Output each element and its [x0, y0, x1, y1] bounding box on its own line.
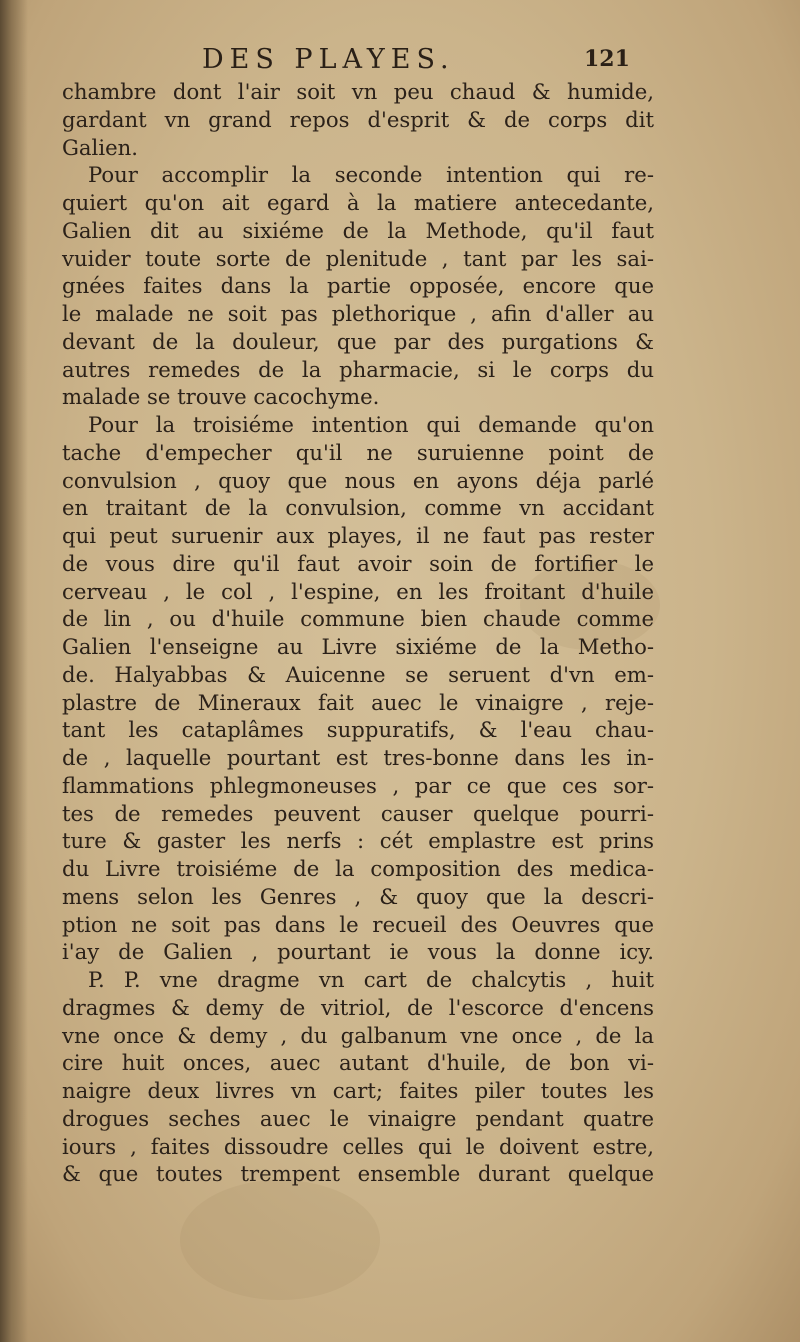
text-line: gnées faites dans la partie opposée, encore que — [62, 273, 654, 299]
text-line: Galien. — [62, 134, 139, 160]
text-line: tant les cataplâmes suppuratifs, & l'eau chau- — [62, 717, 654, 743]
text-line: tes de remedes peuvent causer quelque pourri- — [62, 800, 654, 826]
text-line: Galien dit au sixiéme de la Methode, qu'il faut — [62, 217, 654, 243]
text-line: gardant vn grand repos d'esprit & de corps dit — [62, 106, 654, 132]
text-line: ption ne soit pas dans le recueil des Oeuvres que — [62, 911, 654, 937]
text-line: Galien l'enseigne au Livre sixiéme de la Metho- — [62, 634, 654, 659]
text-line: mens selon les Genres , & quoy que la descri- — [62, 883, 654, 909]
text-line: cerveau , le col , l'espine, en les froitant d'huile — [62, 578, 654, 604]
text-line: de lin , ou d'huile commune bien chaude comme — [62, 606, 654, 632]
running-title: DES PLAYES. — [202, 44, 455, 75]
text-line: du Livre troisiéme de la composition des medica- — [62, 856, 654, 881]
text-line: & que toutes trempent ensemble durant quelque — [62, 1161, 654, 1187]
text-line: Pour la troisiéme intention qui demande qu'on — [88, 412, 654, 437]
text-line: malade se trouve cacochyme. — [62, 384, 380, 410]
text-line: vuider toute sorte de plenitude , tant par les sai- — [62, 245, 654, 271]
text-line: de. Halyabbas & Auicenne se seruent d'vn em- — [62, 661, 654, 687]
body-text — [62, 78, 654, 1188]
text-line: drogues seches auec le vinaigre pendant quatre — [62, 1105, 654, 1131]
binding-gutter — [0, 0, 28, 1342]
text-line: plastre de Mineraux fait auec le vinaigre , reje- — [62, 689, 654, 715]
text-line: flammations phlegmoneuses , par ce que ces sor- — [62, 772, 654, 798]
text-line: vne once & demy , du galbanum vne once , de la — [62, 1022, 654, 1048]
text-line: convulsion , quoy que nous en ayons déja parlé — [62, 467, 654, 493]
page-number: 121 — [584, 46, 630, 72]
text-line: dragmes & demy de vitriol, de l'escorce d'encens — [62, 994, 654, 1020]
text-line: chambre dont l'air soit vn peu chaud & humide, — [62, 79, 654, 104]
text-line: ture & gaster les nerfs : cét emplastre est prins — [62, 828, 654, 854]
text-line: P. P. vne dragme vn cart de chalcytis , huit — [88, 967, 654, 992]
text-line: Pour accomplir la seconde intention qui re- — [88, 162, 654, 188]
text-line: iours , faites dissoudre celles qui le doivent estre, — [62, 1133, 654, 1159]
text-line: devant de la douleur, que par des purgations & — [62, 328, 654, 354]
text-line: le malade ne soit pas plethorique , afin d'aller au — [62, 301, 654, 326]
text-line: de vous dire qu'il faut avoir soin de fortifier le — [62, 550, 654, 576]
text-line: qui peut suruenir aux playes, il ne faut pas rester — [62, 523, 654, 548]
text-line: i'ay de Galien , pourtant ie vous la donne icy. — [62, 939, 654, 965]
text-line: quiert qu'on ait egard à la matiere antecedante, — [62, 190, 654, 215]
text-line: autres remedes de la pharmacie, si le corps du — [62, 356, 654, 382]
text-line: de , laquelle pourtant est tres-bonne dans les in- — [62, 745, 654, 770]
text-line: en traitant de la convulsion, comme vn accidant — [62, 495, 654, 521]
paper-stain — [180, 1180, 380, 1300]
text-line: tache d'empecher qu'il ne suruienne point de — [62, 439, 654, 465]
text-line: cire huit onces, auec autant d'huile, de bon vi- — [62, 1050, 654, 1076]
text-line: naigre deux livres vn cart; faites piler toutes les — [62, 1078, 654, 1103]
